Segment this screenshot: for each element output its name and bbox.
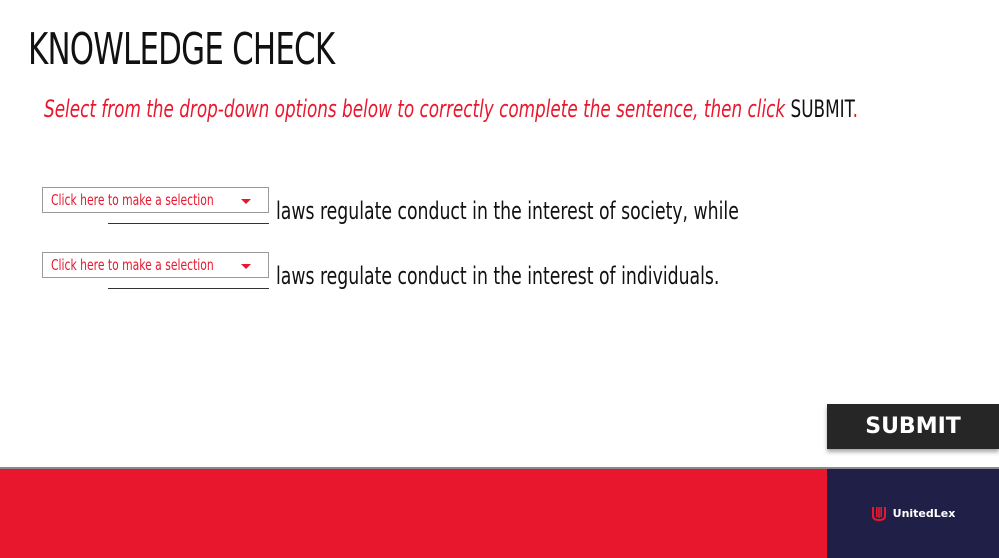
unitedlex-logo [871, 506, 956, 522]
instruction-text [44, 95, 858, 123]
sentence-text-1: laws regulate conduct in the interest of society, while [276, 197, 739, 225]
dropdown-label-1: Click here to make a selection [51, 191, 214, 209]
unitedlex-logo-icon [871, 506, 887, 522]
brand-name: UnitedLex [892, 507, 956, 520]
footer-accent-bar [0, 469, 827, 558]
caret-down-icon [241, 264, 251, 269]
selection-dropdown-2[interactable] [42, 252, 269, 278]
dropdown-label-2: Click here to make a selection [51, 256, 214, 274]
instruction-body: Select from the drop-down options below to correctly complete the sentence, then click [44, 95, 791, 123]
submit-button[interactable]: SUBMIT [827, 404, 999, 449]
answer-blank-line-2 [108, 288, 269, 289]
sentence-text-2: laws regulate conduct in the interest of individuals. [276, 262, 720, 290]
caret-down-icon [241, 199, 251, 204]
selection-dropdown-1[interactable] [42, 187, 269, 213]
instruction-submit-word: SUBMIT [790, 95, 853, 123]
instruction-period: . [852, 95, 859, 123]
page-title: KNOWLEDGE CHECK [28, 24, 335, 75]
answer-blank-line-1 [108, 223, 269, 224]
footer-logo-panel [827, 469, 999, 558]
